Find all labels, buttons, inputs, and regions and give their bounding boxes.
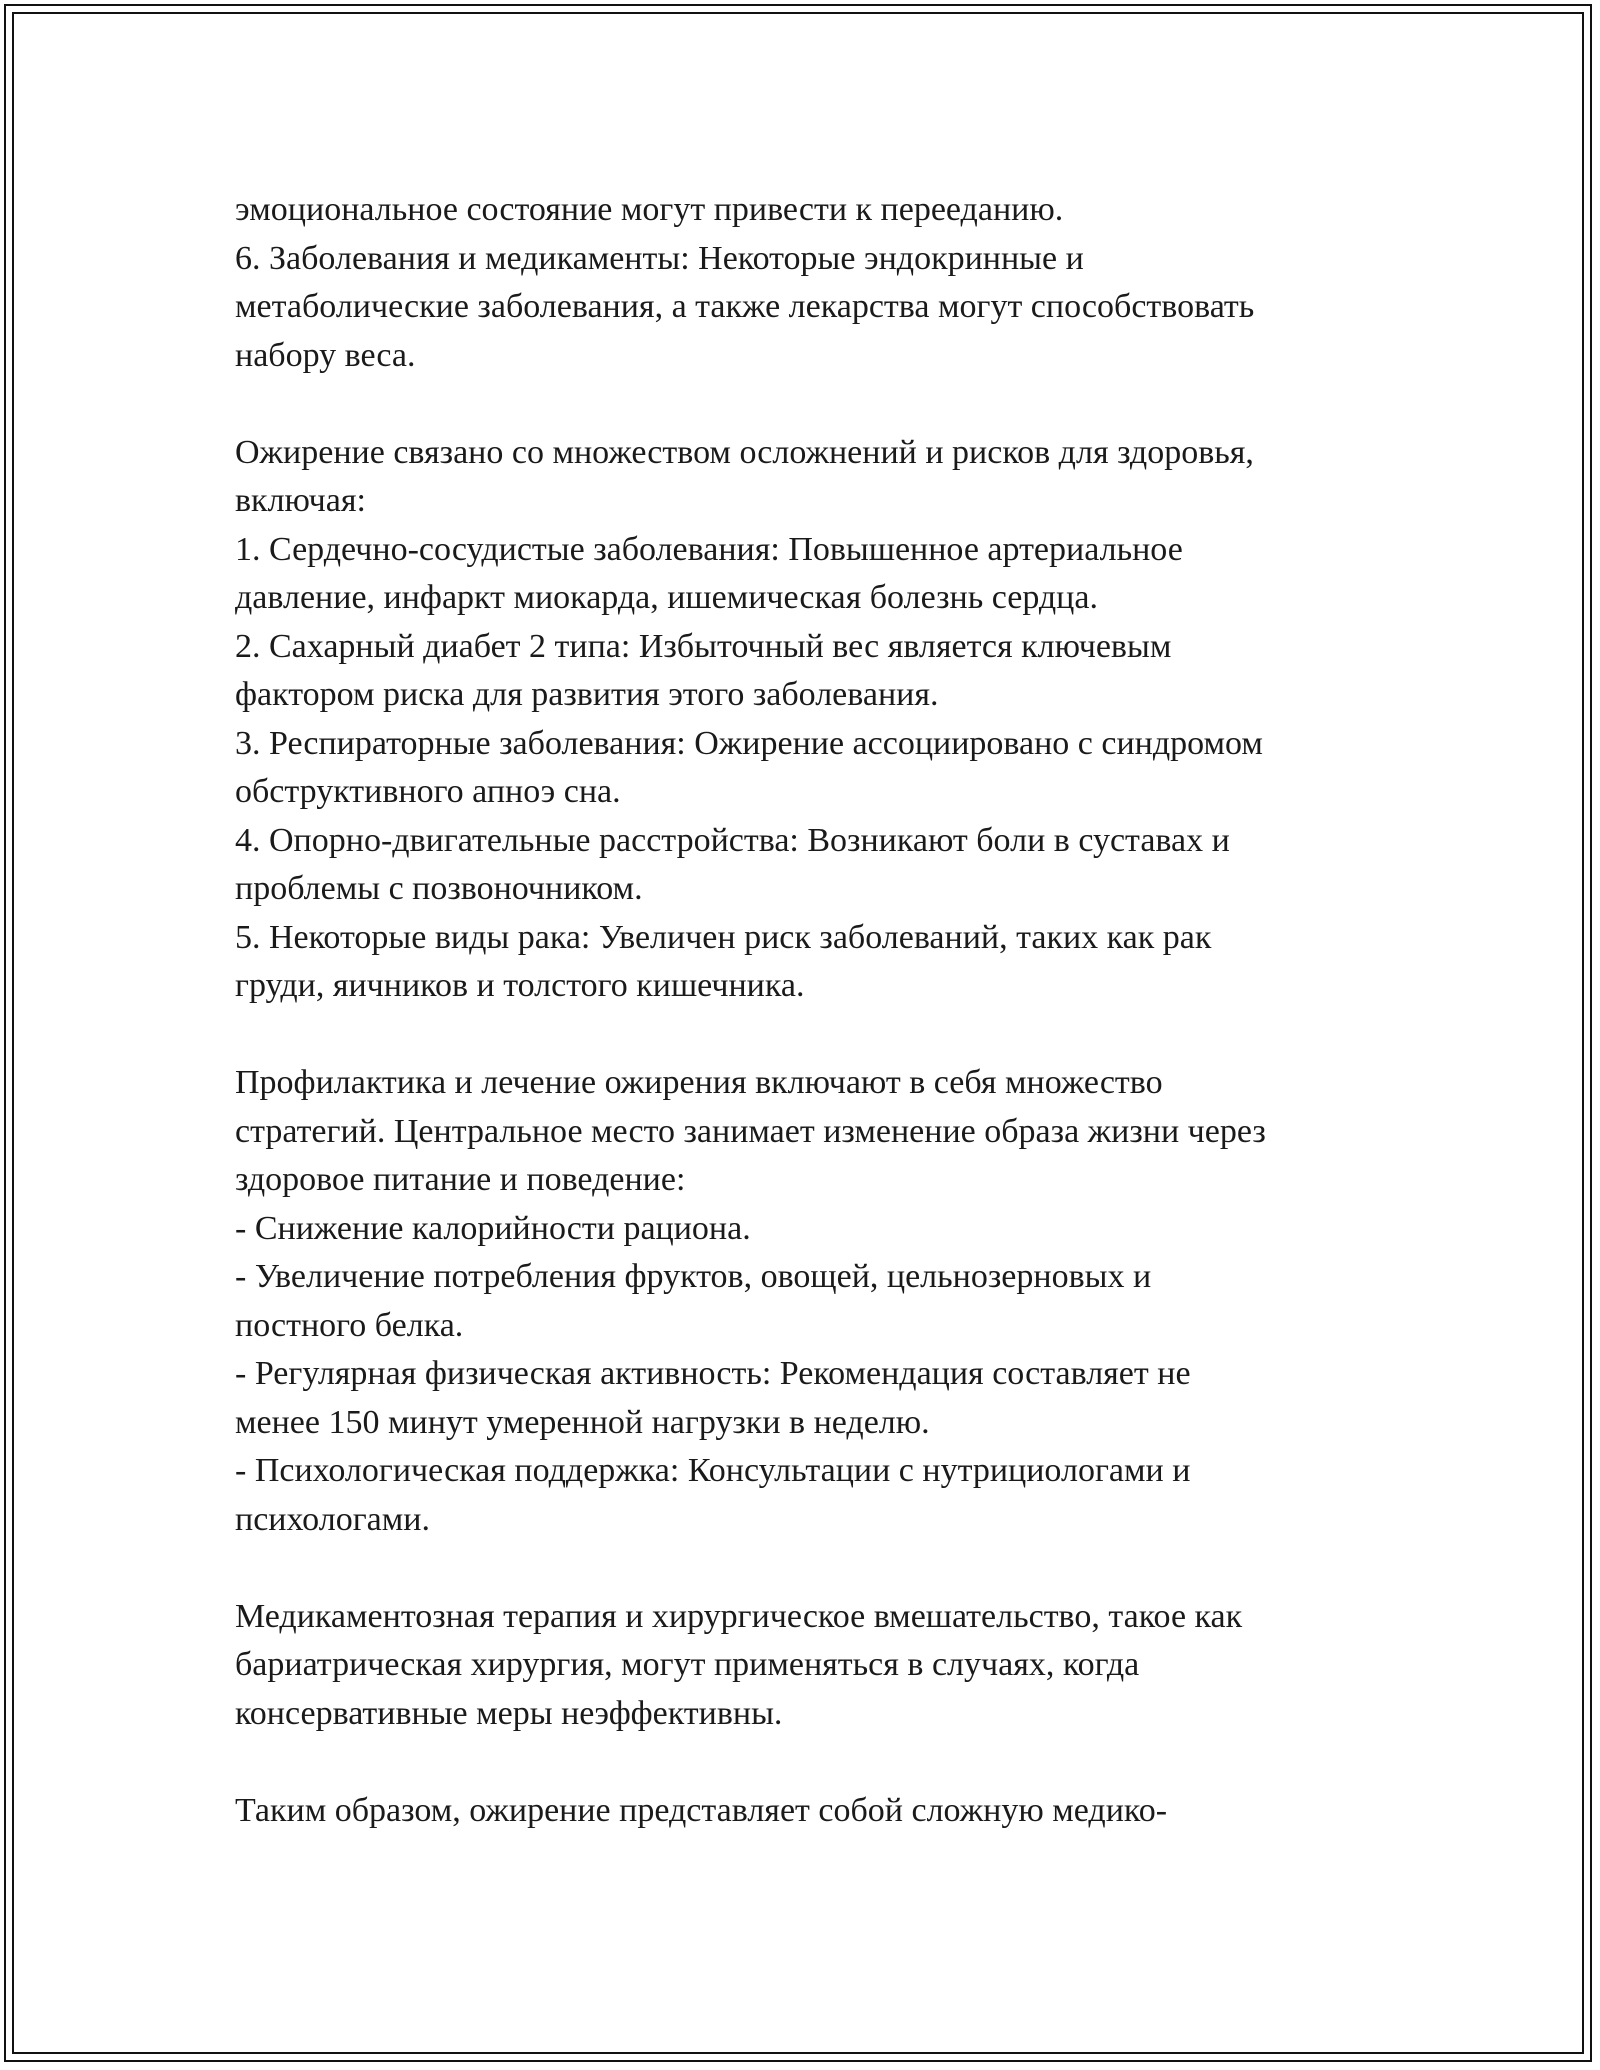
text-line: - Психологическая поддержка: Консультации с нутрициологами и [235, 1452, 1191, 1489]
text-line: Ожирение связано со множеством осложнений и рисков для здоровья, [235, 433, 1254, 471]
text-line: 1. Сердечно-сосудистые заболевания: Повышенное артериальное [235, 530, 1183, 568]
text-line: фактором риска для развития этого заболевания. [235, 676, 939, 713]
text-line: 5. Некоторые виды рака: Увеличен риск заболеваний, таких как рак [235, 918, 1212, 956]
text-line: 3. Респираторные заболевания: Ожирение ассоциировано с синдромом [235, 724, 1263, 762]
paragraph-gap [235, 1738, 1385, 1787]
text-line: 4. Опорно-двигательные расстройства: Возникают боли в суставах и [235, 821, 1230, 859]
text-line: 2. Сахарный диабет 2 типа: Избыточный вес является ключевым [235, 627, 1172, 665]
text-line: - Снижение калорийности рациона. [235, 1209, 751, 1247]
text-line: включая: [235, 482, 366, 519]
text-line: эмоциональное состояние могут привести к перееданию. [235, 191, 1064, 228]
text-line: менее 150 минут умеренной нагрузки в неделю. [235, 1403, 930, 1441]
paragraph-gap [235, 1011, 1385, 1060]
text-line: Медикаментозная терапия и хирургическое вмешательство, такое как [235, 1597, 1243, 1635]
paragraph-conclusion [235, 1787, 1385, 1836]
text-line: психологами. [235, 1500, 430, 1538]
text-line: - Увеличение потребления фруктов, овощей, цельнозерновых и [235, 1258, 1152, 1295]
text-line: консервативные меры неэффективны. [235, 1694, 783, 1732]
paragraph-causes-continued [235, 186, 1385, 380]
paragraph-treatment [235, 1593, 1385, 1739]
text-line: давление, инфаркт миокарда, ишемическая болезнь сердца. [235, 579, 1098, 616]
text-line: набору веса. [235, 336, 416, 374]
text-line: стратегий. Центральное место занимает изменение образа жизни через [235, 1112, 1266, 1150]
paragraph-prevention [235, 1059, 1385, 1544]
paragraph-complications [235, 429, 1385, 1011]
text-line: проблемы с позвоночником. [235, 870, 643, 907]
text-line: обструктивного апноэ сна. [235, 773, 621, 810]
text-line: бариатрическая хирургия, могут применяться в случаях, когда [235, 1646, 1140, 1683]
text-line: Таким образом, ожирение представляет собой сложную медико- [235, 1791, 1168, 1829]
text-line: Профилактика и лечение ожирения включают в себя множество [235, 1064, 1163, 1101]
text-line: постного белка. [235, 1306, 464, 1344]
text-line: груди, яичников и толстого кишечника. [235, 967, 805, 1004]
text-line: 6. Заболевания и медикаменты: Некоторые эндокринные и [235, 239, 1084, 277]
document-body [235, 186, 1385, 1835]
text-line: - Регулярная физическая активность: Рекомендация составляет не [235, 1355, 1191, 1392]
text-line: здоровое питание и поведение: [235, 1161, 686, 1198]
paragraph-gap [235, 1544, 1385, 1593]
paragraph-gap [235, 380, 1385, 429]
text-line: метаболические заболевания, а также лекарства могут способствовать [235, 288, 1255, 325]
